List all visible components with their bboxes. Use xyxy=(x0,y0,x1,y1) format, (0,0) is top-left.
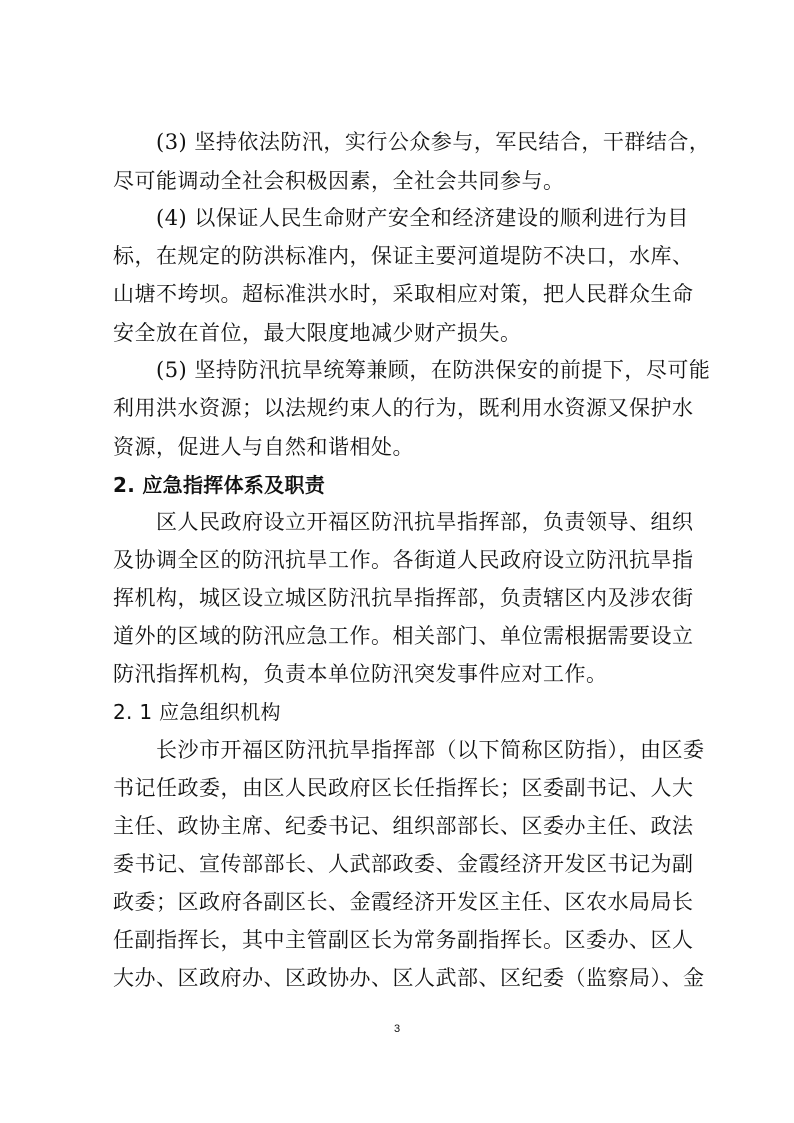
paragraph-4-line-4: 安全放在首位，最大限度地减少财产损失。 xyxy=(113,321,522,345)
subsection-paragraph-line-4: 委书记、宣传部部长、人武部政委、金霞经济开发区书记为副 xyxy=(113,852,694,876)
subsection-paragraph-line-1: 长沙市开福区防汛抗旱指挥部（以下简称区防指），由区委 xyxy=(156,738,705,762)
section-paragraph-line-2: 及协调全区的防汛抗旱工作。各街道人民政府设立防汛抗旱指 xyxy=(113,548,694,572)
paragraph-3-line-2: 尽可能调动全社会积极因素，全社会共同参与。 xyxy=(113,169,565,193)
paragraph-5-line-3: 资源，促进人与自然和谐相处。 xyxy=(113,435,414,459)
paragraph-4-line-2: 标，在规定的防洪标准内，保证主要河道堤防不决口，水库、 xyxy=(113,244,694,268)
section-heading: 2. 应急指挥体系及职责 xyxy=(113,473,326,497)
subsection-paragraph-line-6: 任副指挥长，其中主管副区长为常务副指挥长。区委办、区人 xyxy=(113,928,694,952)
section-paragraph-line-3: 挥机构，城区设立城区防汛抗旱指挥部，负责辖区内及涉农街 xyxy=(113,586,694,610)
page-number: 3 xyxy=(393,1023,401,1035)
paragraph-4-line-1: (4) 以保证人民生命财产安全和经济建设的顺利进行为目 xyxy=(156,206,689,230)
subsection-paragraph-line-3: 主任、政协主席、纪委书记、组织部部长、区委办主任、政法 xyxy=(113,814,694,838)
section-paragraph-line-4: 道外的区域的防汛应急工作。相关部门、单位需根据需要设立 xyxy=(113,624,694,648)
subsection-paragraph-line-2: 书记任政委，由区人民政府区长任指挥长；区委副书记、人大 xyxy=(113,776,694,800)
subsection-paragraph-line-5: 政委；区政府各副区长、金霞经济开发区主任、区农水局局长 xyxy=(113,890,694,914)
paragraph-5-line-1: (5) 坚持防汛抗旱统筹兼顾，在防洪保安的前提下，尽可能 xyxy=(156,358,711,382)
paragraph-3-line-1: (3) 坚持依法防汛，实行公众参与，军民结合，干群结合， xyxy=(156,130,711,154)
paragraph-5-line-2: 利用洪水资源；以法规约束人的行为，既利用水资源又保护水 xyxy=(113,396,694,420)
section-paragraph-line-1: 区人民政府设立开福区防汛抗旱指挥部，负责领导、组织 xyxy=(156,510,694,534)
subsection-paragraph-line-7: 大办、区政府办、区政协办、区人武部、区纪委（监察局）、金 xyxy=(113,966,705,990)
paragraph-4-line-3: 山塘不垮坝。超标准洪水时，采取相应对策，把人民群众生命 xyxy=(113,282,694,306)
section-paragraph-line-5: 防汛指挥机构，负责本单位防汛突发事件应对工作。 xyxy=(113,662,608,686)
subsection-heading: 2. 1 应急组织机构 xyxy=(113,700,281,724)
